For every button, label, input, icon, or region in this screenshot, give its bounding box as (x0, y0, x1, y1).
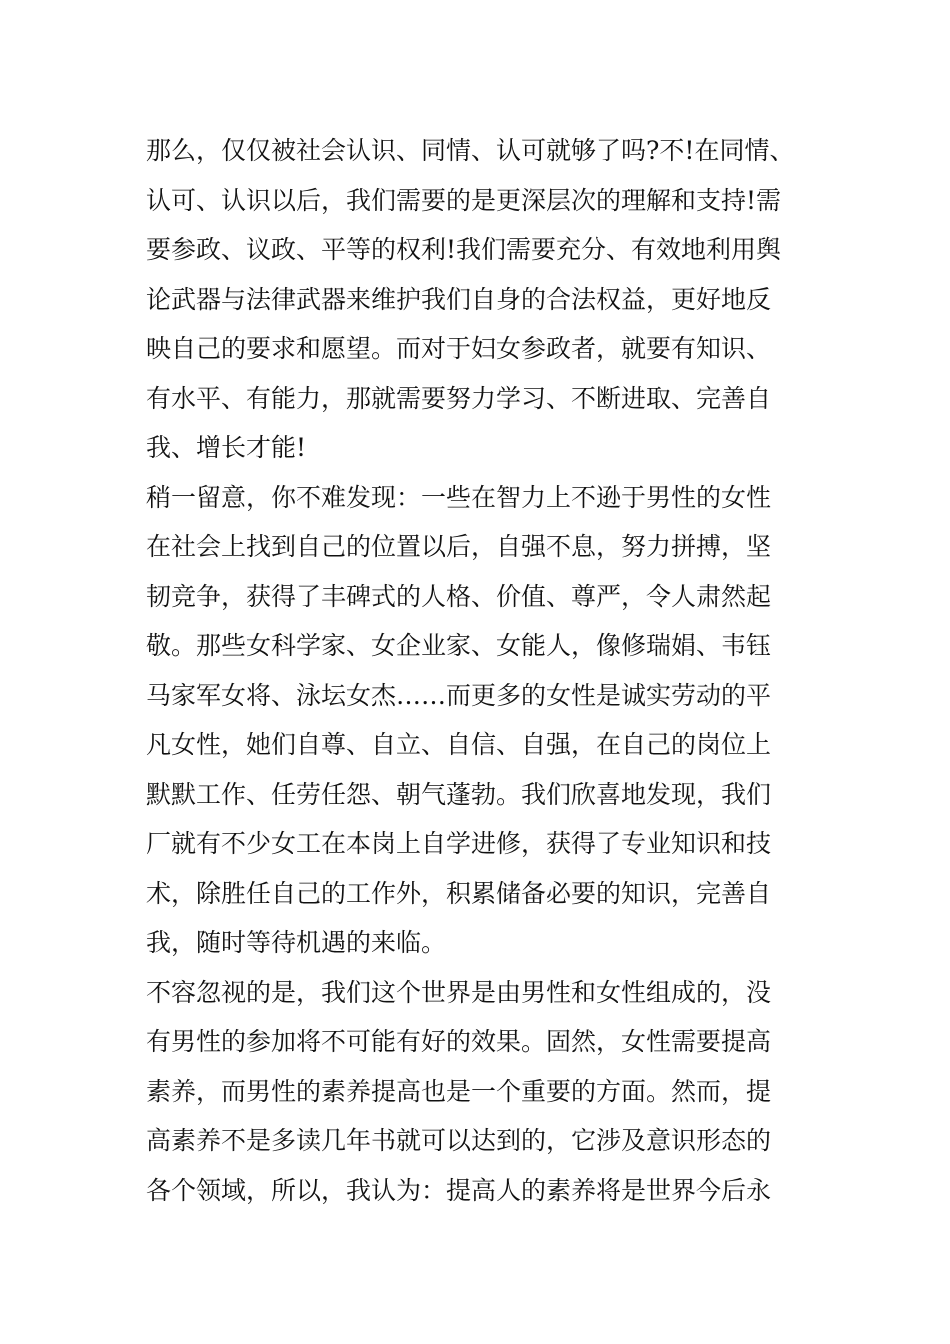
text-line: 我，随时等待机遇的来临。 (146, 928, 447, 957)
text-line: 不容忽视的是，我们这个世界是由男性和女性组成的，没 (146, 977, 772, 1007)
text-line: 论武器与法律武器来维护我们自身的合法权益，更好地反 (146, 284, 772, 314)
text-line: 有水平、有能力，那就需要努力学习、不断进取、完善自 (146, 383, 772, 413)
text-line: 有男性的参加将不可能有好的效果。固然，女性需要提高 (146, 1027, 772, 1056)
document-body (146, 126, 826, 1215)
text-line: 认可、认识以后，我们需要的是更深层次的理解和支持!需 (146, 185, 782, 215)
text-line: 那么，仅仅被社会认识、同情、认可就够了吗?不!在同情、 (146, 136, 795, 165)
text-line: 敬。那些女科学家、女企业家、女能人，像修瑞娟、韦钰 (146, 631, 772, 660)
text-line: 我、增长才能! (146, 433, 307, 462)
text-line: 稍一留意，你不难发现：一些在智力上不逊于男性的女性 (146, 482, 772, 512)
text-line: 素养，而男性的素养提高也是一个重要的方面。然而，提 (146, 1076, 772, 1106)
text-line: 凡女性，她们自尊、自立、自信、自强，在自己的岗位上 (146, 730, 772, 759)
text-line: 高素养不是多读几年书就可以达到的，它涉及意识形态的 (146, 1126, 772, 1155)
text-line: 厂就有不少女工在本岗上自学进修，获得了专业知识和技 (146, 829, 772, 858)
text-line: 术，除胜任自己的工作外，积累储备必要的知识，完善自 (146, 878, 772, 908)
text-line: 韧竞争，获得了丰碑式的人格、价值、尊严，令人肃然起 (146, 581, 772, 611)
text-line: 映自己的要求和愿望。而对于妇女参政者，就要有知识、 (146, 334, 772, 363)
text-line: 默默工作、任劳任怨、朝气蓬勃。我们欣喜地发现，我们 (146, 779, 772, 809)
text-line: 要参政、议政、平等的权利!我们需要充分、有效地利用舆 (146, 235, 782, 264)
text-line: 马家军女将、泳坛女杰……而更多的女性是诚实劳动的平 (146, 680, 772, 710)
text-line: 各个领域，所以，我认为：提高人的素养将是世界今后永 (146, 1175, 772, 1205)
text-line: 在社会上找到自己的位置以后，自强不息，努力拼搏，坚 (146, 532, 772, 561)
